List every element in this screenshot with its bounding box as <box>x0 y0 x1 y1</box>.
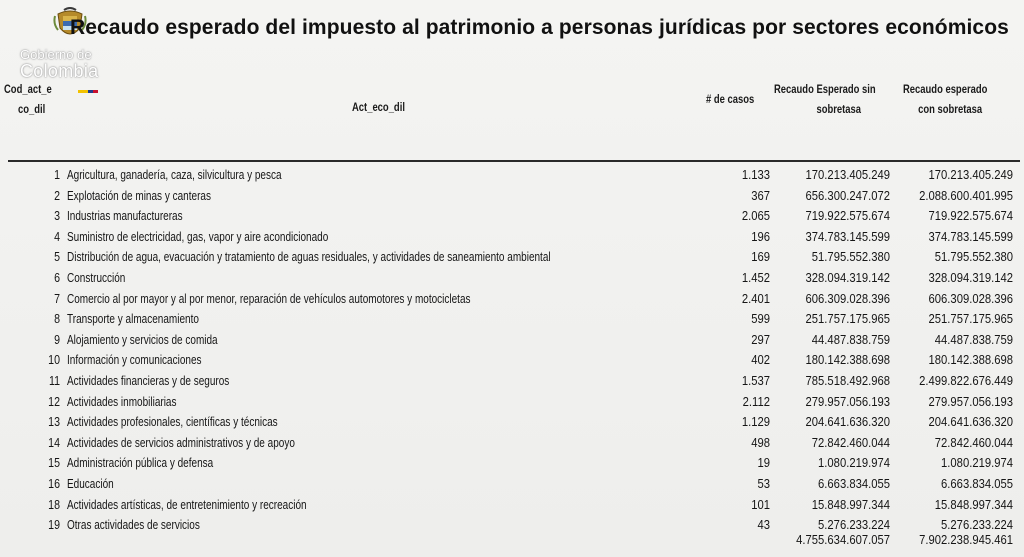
row-without-surcharge: 44.487.838.759 <box>811 332 890 347</box>
row-without-surcharge: 785.518.492.968 <box>805 374 890 388</box>
row-cases: 402 <box>751 353 770 368</box>
row-code: 6 <box>54 271 60 285</box>
row-with-surcharge: 5.276.233.224 <box>941 518 1013 533</box>
header-with-line-1: Recaudo esperado <box>903 84 988 96</box>
row-without-surcharge: 180.142.388.698 <box>805 353 890 368</box>
row-without-surcharge: 328.094.319.142 <box>805 271 890 285</box>
table-row <box>0 371 1024 391</box>
row-activity: Agricultura, ganadería, caza, silvicultura y pesca <box>67 168 282 182</box>
row-activity: Actividades profesionales, científicas y técnicas <box>67 415 278 430</box>
table-row <box>0 495 1024 515</box>
total-without-surcharge: 4.755.634.607.057 <box>796 533 890 547</box>
row-code: 5 <box>54 250 60 265</box>
table-row <box>0 330 1024 350</box>
row-with-surcharge: 1.080.219.974 <box>941 456 1013 471</box>
row-without-surcharge: 374.783.145.599 <box>805 229 890 244</box>
row-code: 18 <box>48 497 60 512</box>
row-cases: 101 <box>751 497 770 512</box>
document-title: Recaudo esperado del impuesto al patrimonio a personas jurídicas por sectores económicos <box>70 16 1009 39</box>
row-without-surcharge: 51.795.552.380 <box>811 250 890 265</box>
row-cases: 297 <box>751 332 770 347</box>
row-activity: Industrias manufactureras <box>67 209 183 224</box>
row-cases: 2.401 <box>741 291 770 306</box>
watermark-line-1: Gobierno de <box>20 47 92 62</box>
row-activity: Distribución de agua, evacuación y tratamiento de aguas residuales, y actividades de saneamiento ambiental <box>67 250 551 265</box>
row-without-surcharge: 170.213.405.249 <box>805 168 890 182</box>
table-row <box>0 206 1024 226</box>
row-code: 16 <box>48 477 60 491</box>
row-cases: 599 <box>751 312 770 327</box>
row-with-surcharge: 2.499.822.676.449 <box>919 374 1013 388</box>
header-without-surcharge <box>774 80 876 120</box>
row-with-surcharge: 374.783.145.599 <box>928 229 1013 244</box>
row-code: 13 <box>48 415 60 430</box>
row-code: 9 <box>54 332 60 347</box>
table-row <box>0 186 1024 206</box>
header-code-line-1: Cod_act_e <box>4 84 52 96</box>
row-cases: 53 <box>757 477 770 491</box>
row-with-surcharge: 44.487.838.759 <box>934 332 1013 347</box>
row-activity: Construcción <box>67 271 126 285</box>
row-with-surcharge: 170.213.405.249 <box>928 168 1013 182</box>
row-code: 3 <box>54 209 60 224</box>
row-without-surcharge: 5.276.233.224 <box>818 518 890 533</box>
row-cases: 367 <box>751 188 770 203</box>
row-without-surcharge: 279.957.056.193 <box>805 394 890 409</box>
header-cases: # de casos <box>706 94 755 106</box>
row-code: 19 <box>48 518 60 533</box>
row-without-surcharge: 656.300.247.072 <box>805 188 890 203</box>
total-with-surcharge: 7.902.238.945.461 <box>919 533 1013 547</box>
table-row <box>0 268 1024 288</box>
row-activity: Otras actividades de servicios <box>67 518 200 533</box>
row-activity: Actividades inmobiliarias <box>67 394 177 409</box>
row-with-surcharge: 719.922.575.674 <box>928 209 1013 224</box>
table-row <box>0 453 1024 473</box>
table-row <box>0 309 1024 329</box>
row-code: 15 <box>48 456 60 471</box>
row-without-surcharge: 251.757.175.965 <box>805 312 890 327</box>
table-row <box>0 247 1024 267</box>
row-activity: Actividades financieras y de seguros <box>67 374 230 388</box>
row-activity: Transporte y almacenamiento <box>67 312 199 327</box>
row-activity: Alojamiento y servicios de comida <box>67 332 218 347</box>
row-code: 8 <box>54 312 60 327</box>
header-code-line-2: co_dil <box>18 104 46 116</box>
row-activity: Explotación de minas y canteras <box>67 188 211 203</box>
row-cases: 498 <box>751 435 770 450</box>
row-code: 12 <box>48 394 60 409</box>
row-cases: 43 <box>757 518 770 533</box>
row-cases: 196 <box>751 229 770 244</box>
row-activity: Actividades de servicios administrativos y de apoyo <box>67 435 295 450</box>
row-activity: Educación <box>67 477 114 491</box>
table-row <box>0 227 1024 247</box>
row-cases: 169 <box>751 250 770 265</box>
header-without-line-1: Recaudo Esperado sin <box>774 84 876 96</box>
row-without-surcharge: 204.641.636.320 <box>805 415 890 430</box>
header-divider <box>8 160 1020 162</box>
row-code: 11 <box>48 374 60 388</box>
row-with-surcharge: 279.957.056.193 <box>928 394 1013 409</box>
row-cases: 2.112 <box>742 394 770 409</box>
row-cases: 2.065 <box>741 209 770 224</box>
table-row <box>0 474 1024 494</box>
row-without-surcharge: 606.309.028.396 <box>805 291 890 306</box>
row-code: 7 <box>54 291 60 306</box>
row-with-surcharge: 15.848.997.344 <box>934 497 1013 512</box>
row-code: 2 <box>54 188 60 203</box>
header-activity: Act_eco_dil <box>352 102 405 114</box>
row-without-surcharge: 6.663.834.055 <box>818 477 890 491</box>
row-activity: Comercio al por mayor y al por menor, reparación de vehículos automotores y motocicletas <box>67 291 471 306</box>
row-cases: 1.129 <box>741 415 770 430</box>
row-with-surcharge: 328.094.319.142 <box>928 271 1013 285</box>
row-activity: Actividades artísticas, de entretenimiento y recreación <box>67 497 307 512</box>
row-code: 14 <box>48 435 60 450</box>
row-without-surcharge: 15.848.997.344 <box>811 497 890 512</box>
row-without-surcharge: 1.080.219.974 <box>818 456 890 471</box>
header-with-surcharge <box>903 80 987 120</box>
row-with-surcharge: 51.795.552.380 <box>934 250 1013 265</box>
row-with-surcharge: 606.309.028.396 <box>928 291 1013 306</box>
row-with-surcharge: 251.757.175.965 <box>928 312 1013 327</box>
watermark-line-2: Colombia <box>20 61 99 81</box>
row-activity: Administración pública y defensa <box>67 456 214 471</box>
row-with-surcharge: 72.842.460.044 <box>934 435 1013 450</box>
header-with-line-2: con sobretasa <box>918 104 983 116</box>
row-with-surcharge: 204.641.636.320 <box>928 415 1013 430</box>
header-without-line-2: sobretasa <box>816 104 862 116</box>
row-code: 4 <box>54 229 60 244</box>
table-row <box>0 433 1024 453</box>
row-activity: Información y comunicaciones <box>67 353 202 368</box>
row-with-surcharge: 6.663.834.055 <box>941 477 1013 491</box>
row-code: 1 <box>54 168 60 182</box>
row-cases: 1.133 <box>741 168 770 182</box>
totals-row <box>0 530 1024 550</box>
row-cases: 1.452 <box>741 271 770 285</box>
table-row <box>0 289 1024 309</box>
table-row <box>0 165 1024 185</box>
row-cases: 1.537 <box>741 374 770 388</box>
table-row <box>0 350 1024 370</box>
row-with-surcharge: 2.088.600.401.995 <box>919 188 1013 203</box>
table-row <box>0 412 1024 432</box>
row-code: 10 <box>48 353 60 368</box>
table-row <box>0 392 1024 412</box>
colombia-flag-stripe <box>78 90 98 93</box>
row-cases: 19 <box>757 456 770 471</box>
row-without-surcharge: 72.842.460.044 <box>811 435 890 450</box>
row-with-surcharge: 180.142.388.698 <box>928 353 1013 368</box>
row-activity: Suministro de electricidad, gas, vapor y aire acondicionado <box>67 229 329 244</box>
row-without-surcharge: 719.922.575.674 <box>805 209 890 224</box>
